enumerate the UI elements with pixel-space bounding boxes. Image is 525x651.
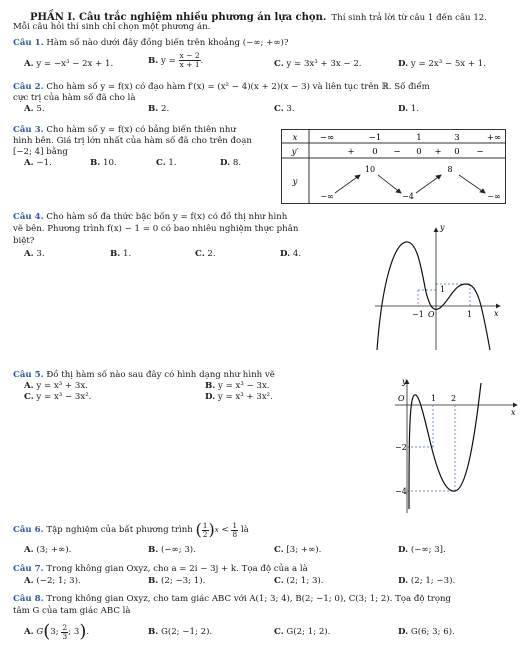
q4-option-a[interactable]: A. 3. — [24, 249, 45, 259]
q8-option-c[interactable]: C. G(2; 1; 2). — [274, 627, 331, 637]
question-text: Đồ thị hàm số nào sau đây có hình dạng như hình vẽ — [46, 370, 275, 380]
exponent: x — [214, 525, 219, 534]
q5-option-c[interactable]: C. y = x³ − 3x². — [24, 392, 92, 402]
q8-option-d[interactable]: D. G(6; 3; 6). — [398, 627, 455, 637]
question-text: Cho hàm số đa thức bậc bốn y = f(x) có đồ thị như hình — [46, 212, 288, 222]
q3-option-d[interactable]: D. 8. — [220, 158, 242, 168]
table-x-value: −1 — [368, 133, 382, 143]
question-text: Cho hàm số y = f(x) có đạo hàm f′(x) = (x² − 4)(x + 2)(x − 3) và liên tục trên ℝ. Số điểm — [46, 82, 430, 92]
table-sign: 0 — [372, 147, 378, 157]
origin-label: O — [428, 310, 435, 319]
q6-option-a[interactable]: A. (3; +∞). — [24, 545, 72, 555]
q1-option-a[interactable]: A. y = −x³ − 2x + 1. — [24, 59, 114, 69]
tick-two: 2 — [451, 394, 457, 403]
q2-option-c[interactable]: C. 3. — [274, 104, 295, 114]
table-y-value: 10 — [364, 165, 376, 174]
q5-option-d[interactable]: D. y = x³ + 3x². — [205, 392, 273, 402]
quartic-graph — [370, 222, 505, 352]
table-x-value: −∞ — [319, 133, 335, 143]
question-label: Câu 3. — [13, 125, 44, 135]
tick-one: 1 — [431, 394, 437, 403]
question-text: Tập nghiệm của bất phương trình — [46, 524, 193, 535]
q1-option-c[interactable]: C. y = 3x³ + 3x − 2. — [274, 59, 362, 69]
q8-option-b[interactable]: B. G(2; −1; 2). — [148, 627, 213, 637]
table-y-value: −∞ — [320, 192, 334, 201]
q7-option-a[interactable]: A. (−2; 1; 3). — [24, 576, 81, 586]
variation-table — [281, 129, 506, 204]
q7-option-d[interactable]: D. (2; 1; −3). — [398, 576, 456, 586]
question-6: Câu 6. Tập nghiệm của bất phương trình ( $\frac{1}{2}$ ) x < $\frac{1}{8}$ là — [13, 520, 249, 539]
q6-option-d[interactable]: D. (−∞; 3]. — [398, 545, 446, 555]
q4-option-b[interactable]: B. 1. — [110, 249, 132, 259]
q3-option-b[interactable]: B. 10. — [90, 158, 117, 168]
q2-option-a[interactable]: A. 5. — [24, 104, 45, 114]
question-label: Câu 4. — [13, 212, 44, 222]
x-axis-label: x — [494, 309, 499, 318]
question-2-cont: cực trị của hàm số đã cho là — [13, 93, 136, 103]
question-4 — [13, 212, 287, 223]
table-sign: + — [347, 147, 355, 157]
table-y-value: −4 — [402, 192, 414, 201]
question-4-line2: vẽ bên. Phương trình f(x) − 1 = 0 có bao nhiêu nghiệm thực phân — [13, 224, 299, 234]
question-3 — [13, 125, 236, 136]
table-sign: − — [393, 147, 401, 157]
tick-minus-two: −2 — [395, 443, 407, 452]
table-yprime-label: y′ — [291, 147, 299, 157]
question-label: Câu 5. — [13, 370, 44, 380]
q3-option-c[interactable]: C. 1. — [156, 158, 177, 168]
table-x-value: 3 — [454, 133, 460, 143]
question-text: Hàm số nào dưới đây đồng biến trên khoảng (−∞; +∞)? — [46, 38, 289, 48]
y-axis-label: y — [440, 223, 445, 232]
q2-option-d[interactable]: D. 1. — [398, 104, 420, 114]
table-sign: − — [476, 147, 484, 157]
table-sign: 0 — [416, 147, 422, 157]
question-text: Trong không gian Oxyz, cho tam giác ABC với A(1; 3; 4), B(2; −1; 0), C(3; 1; 2). Tọa độ trọng — [46, 594, 452, 604]
question-label: Câu 1. — [13, 38, 44, 48]
cubic-graph — [385, 375, 520, 515]
rhs-fraction: $\frac{1}{8}$ — [232, 520, 238, 539]
part-title: PHẦN I. Câu trắc nghiệm nhiều phương án lựa chọn. — [30, 12, 327, 23]
question-label: Câu 2. — [13, 82, 44, 92]
question-label: Câu 7. — [13, 564, 44, 574]
tick-minus-four: −4 — [395, 487, 407, 496]
question-2 — [13, 82, 430, 93]
q7-option-c[interactable]: C. (2; 1; 3). — [274, 576, 324, 586]
question-3-line3: [−2; 4] bằng — [13, 147, 68, 157]
y-axis-label: y — [402, 377, 407, 386]
q6-option-c[interactable]: C. [3; +∞). — [274, 545, 322, 555]
base-fraction: $\frac{1}{2}$ — [202, 520, 208, 539]
quartic-curve — [377, 242, 490, 350]
tick-neg-one: −1 — [412, 310, 424, 319]
table-y-value: −∞ — [487, 192, 501, 201]
table-x-label: x — [292, 133, 298, 143]
question-3-line2: hình bên. Giá trị lớn nhất của hàm số đã cho trên đoạn — [13, 136, 252, 146]
table-sign: 0 — [454, 147, 460, 157]
q8-option-a[interactable]: A. G ( 3 ; $\frac{2}{3}$ ; 3 ) . — [24, 621, 90, 642]
q3-option-a[interactable]: A. −1. — [24, 158, 52, 168]
question-label: Câu 6. — [13, 524, 44, 535]
question-8-line2: tâm G của tam giác ABC là — [13, 606, 131, 616]
question-8 — [13, 594, 451, 605]
q2-option-b[interactable]: B. 2. — [148, 104, 170, 114]
tick-pos-one: 1 — [467, 310, 473, 319]
q7-option-b[interactable]: B. (2; −3; 1). — [148, 576, 206, 586]
table-arrows — [335, 175, 485, 193]
question-7 — [13, 564, 308, 575]
table-y-value: 8 — [447, 165, 453, 174]
question-4-line3: biệt? — [13, 236, 35, 246]
q5-option-b[interactable]: B. y = x³ − 3x. — [205, 381, 270, 391]
table-sign: + — [434, 147, 442, 157]
question-tail: là — [240, 524, 249, 535]
x-axis-label: x — [511, 408, 516, 417]
cubic-curve — [409, 383, 481, 509]
paren-close: ) — [208, 520, 215, 539]
q6-option-b[interactable]: B. (−∞; 3). — [148, 545, 196, 555]
q1-option-b[interactable]: B. y = $\frac{x - 2}{x + 1}$ . — [148, 51, 204, 69]
question-label: Câu 8. — [13, 594, 44, 604]
q5-option-a[interactable]: A. y = x³ + 3x. — [24, 381, 88, 391]
question-text: Cho hàm số y = f(x) có bảng biến thiên như — [46, 125, 236, 135]
table-x-value: 1 — [416, 133, 422, 143]
table-y-label: y — [292, 177, 298, 187]
q4-option-d[interactable]: D. 4. — [280, 249, 302, 259]
question-5 — [13, 370, 275, 381]
q1-option-d[interactable]: D. y = 2x³ − 5x + 1. — [398, 59, 486, 69]
instruction-line-2: Mỗi câu hỏi thí sinh chỉ chọn một phương án. — [13, 22, 211, 32]
instruction-line-1: Thí sinh trả lời từ câu 1 đến câu 12. — [331, 13, 487, 23]
paren-open: ( — [195, 520, 202, 539]
guide-lines — [407, 405, 455, 491]
question-1 — [13, 38, 288, 49]
level-label: 1 — [440, 285, 446, 294]
origin-label: O — [398, 394, 405, 403]
question-text: Trong không gian Oxyz, cho a = 2i − 3j + k. Tọa độ của a là — [46, 564, 308, 574]
table-x-value: +∞ — [486, 133, 502, 143]
q4-option-c[interactable]: C. 2. — [195, 249, 216, 259]
